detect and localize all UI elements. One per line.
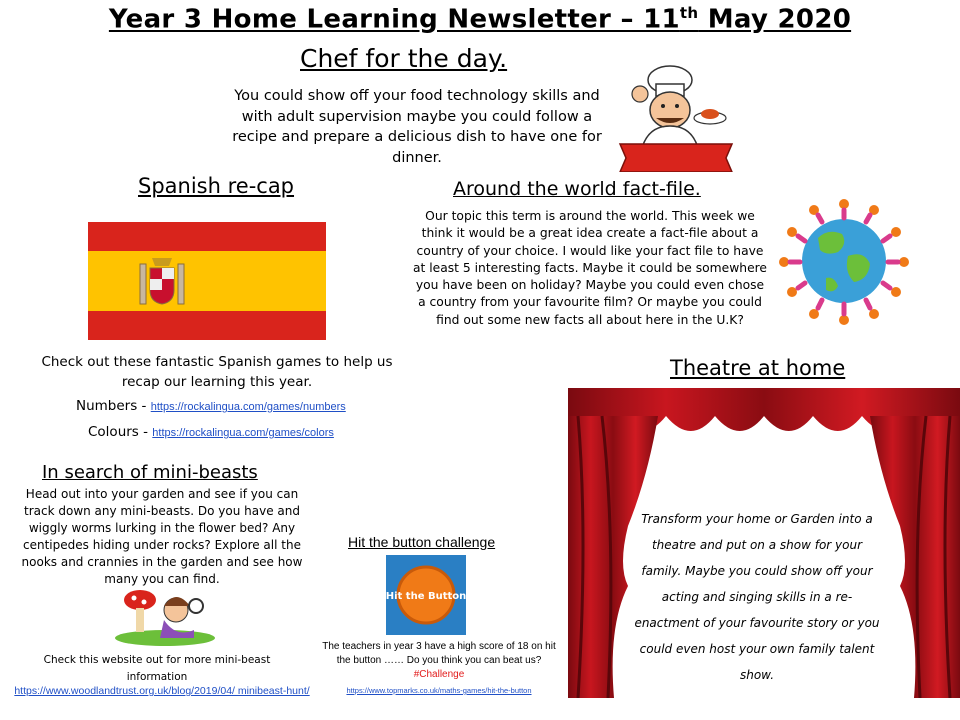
beasts-link[interactable]: https://www.woodlandtrust.org.uk/blog/2019/04/ minibeast-hunt/ xyxy=(14,685,310,697)
beasts-heading: In search of mini-beasts xyxy=(42,462,258,483)
chef-icon xyxy=(612,62,742,172)
chef-heading: Chef for the day. xyxy=(300,44,508,73)
spanish-body: Check out these fantastic Spanish games to help us recap our learning this year. xyxy=(41,354,393,390)
hit-link[interactable]: https://www.topmarks.co.uk/maths-games/hit-the-button xyxy=(346,686,532,695)
globe-children-icon xyxy=(756,186,956,336)
hit-heading: Hit the button challenge xyxy=(348,534,496,550)
theatre-heading: Theatre at home xyxy=(670,356,846,380)
theatre-body: Transform your home or Garden into a theatre and put on a show for your family. Maybe you could show off your acting and singing skills in a re-enactment of your favourite story or you could even host your own family talent show. xyxy=(634,512,880,682)
colours-row xyxy=(88,424,334,440)
hit-body xyxy=(322,640,556,682)
newsletter-title: Year 3 Home Learning Newsletter – 11th May 2020 xyxy=(108,4,852,35)
minibeast-explorer-icon xyxy=(110,580,220,646)
numbers-row xyxy=(76,398,346,414)
hit-the-button-logo xyxy=(386,555,466,635)
beasts-check-text: Check this website out for more mini-beast information xyxy=(43,654,271,683)
hit-challenge: #Challenge xyxy=(413,669,465,680)
spanish-heading: Spanish re-cap xyxy=(138,174,295,198)
world-heading: Around the world fact-file. xyxy=(453,178,701,200)
colours-link[interactable]: https://rockalingua.com/games/colors xyxy=(152,427,334,439)
hit-logo-text: Hit the Button xyxy=(386,591,466,602)
numbers-link[interactable]: https://rockalingua.com/games/numbers xyxy=(150,401,346,413)
numbers-label: Numbers - xyxy=(76,398,151,414)
hit-link-wrapper xyxy=(322,686,556,695)
colours-label: Colours - xyxy=(88,424,153,440)
beasts-link-wrapper xyxy=(12,684,312,698)
world-body: Our topic this term is around the world. This week we think it would be a great idea create a fact-file about a country of your choice. I would like your fact file to have at least 5 interesting facts. Maybe it could be somewhere you have been on holiday? Maybe you could even chose a country from your favourite film? Or maybe you could find out some new facts all about here in the U.K? xyxy=(412,209,767,327)
hit-body-text: The teachers in year 3 have a high score of 18 on hit the button …… Do you think you can beat us? xyxy=(322,641,556,666)
chef-body: You could show off your food technology skills and with adult supervision maybe you could follow a recipe and prepare a delicious dish to have one for dinner. xyxy=(232,88,602,166)
beasts-body: Head out into your garden and see if you can track down any mini-beasts. Do you have and wiggly worms lurking in the flower bed? Any centipedes hiding under rocks? Explore all the nooks and crannies in the garden and see how many you can find. xyxy=(21,487,303,586)
spain-flag-icon xyxy=(88,222,326,340)
